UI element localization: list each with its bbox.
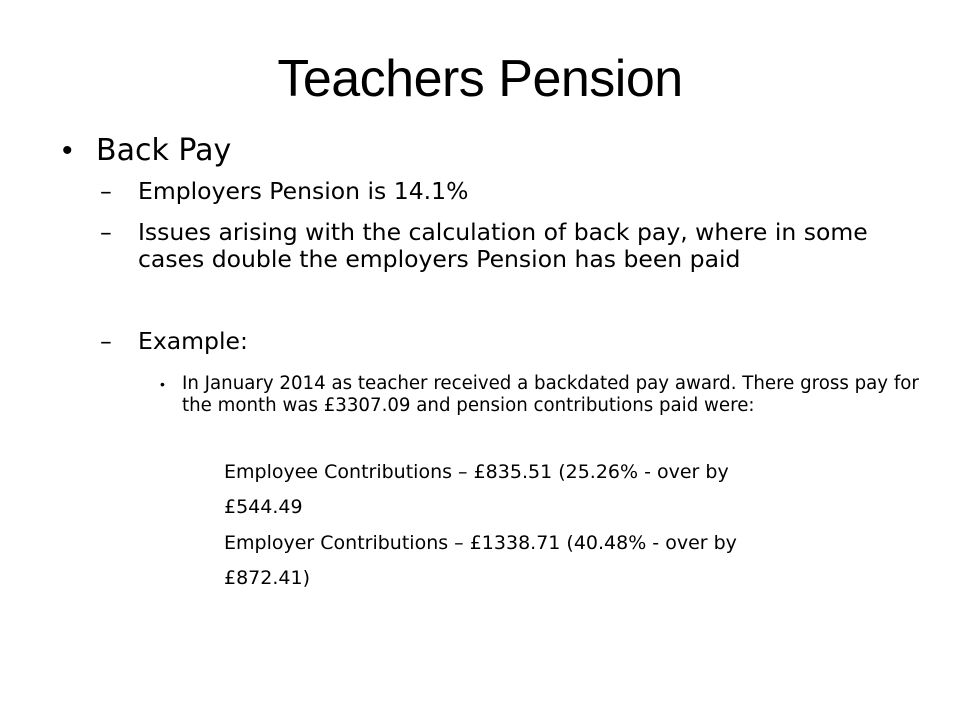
small-bullet-marker: • [160,376,165,392]
subpoint-example [100,327,898,355]
employer-contributions-line: Employer Contributions – £1338.71 (40.48% - over by [224,532,737,554]
bullet-back-pay [62,131,232,171]
bullet-marker: • [62,134,73,167]
example-detail [160,373,922,417]
subpoint-text: Issues arising with the calculation of back pay, where in some cases double the employers Pension has been paid [138,218,868,273]
dash-marker: – [100,327,112,355]
subpoint-text: Example: [138,327,248,355]
example-detail-text: In January 2014 as teacher received a backdated pay award. There gross pay for the month was £3307.09 and pension contributions paid were: [182,373,919,416]
subpoint-text: Employers Pension is 14.1% [138,177,469,205]
employee-overpayment-line: £544.49 [224,496,303,518]
slide-title: Teachers Pension [277,50,683,108]
bullet-heading: Back Pay [96,133,232,168]
dash-marker: – [100,177,112,205]
employee-contributions-line: Employee Contributions – £835.51 (25.26% - over by [224,461,729,483]
subpoint-issues [100,218,898,273]
dash-marker: – [100,218,112,246]
subpoint-employers-pension [100,177,898,205]
employer-overpayment-line: £872.41) [224,567,310,589]
